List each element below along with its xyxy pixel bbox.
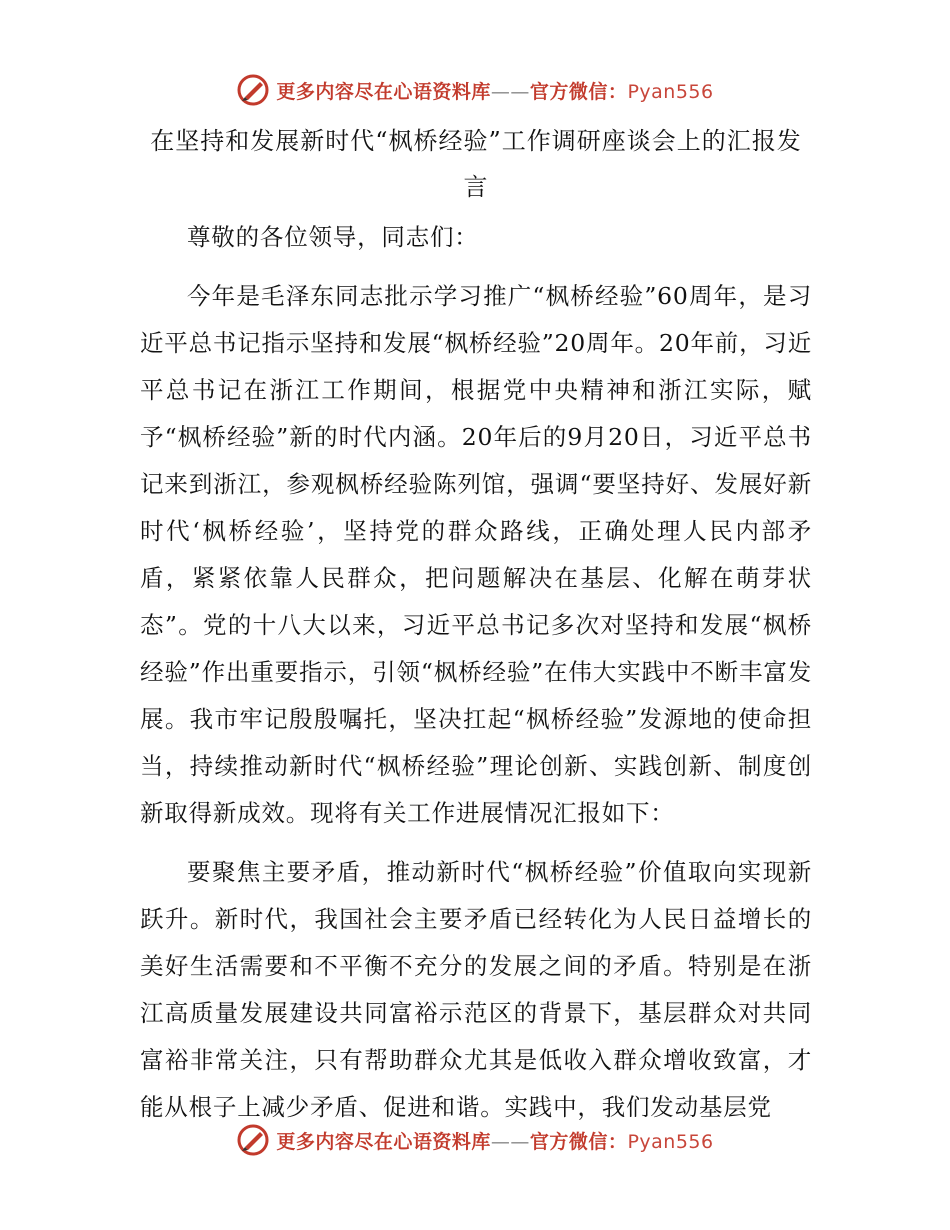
banner-text bbox=[276, 77, 713, 104]
banner-wechat-id: Pyan556 bbox=[627, 80, 714, 103]
banner-slogan: 更多内容尽在心语资料库 bbox=[276, 80, 491, 103]
banner-text bbox=[276, 1127, 713, 1154]
document-title: 在坚持和发展新时代“枫桥经验”工作调研座谈会上的汇报发言 bbox=[150, 127, 802, 201]
footer-banner bbox=[0, 1120, 950, 1160]
header-banner bbox=[0, 70, 950, 110]
salutation: 尊敬的各位领导，同志们： bbox=[187, 223, 479, 251]
brush-pen-logo-icon bbox=[236, 1123, 270, 1157]
banner-slogan: 更多内容尽在心语资料库 bbox=[276, 1130, 491, 1153]
banner-wechat-id: Pyan556 bbox=[627, 1130, 714, 1153]
banner-official-label: 官方微信： bbox=[529, 80, 628, 103]
banner-official-label: 官方微信： bbox=[529, 1130, 628, 1153]
document-body bbox=[140, 118, 812, 1143]
paragraph-main-contradiction: 要聚焦主要矛盾，推动新时代“枫桥经验”价值取向实现新跃升。新时代，我国社会主要矛盾已经转化为人民日益增长的美好生活需要和不平衡不充分的发展之间的矛盾。特别是在浙江高质量发展建设共同富裕示范区的背景下，基层群众对共同富裕非常关注，只有帮助群众尤其是低收入群众增收致富，才能从根子上减少矛盾、促进和谐。实践中，我们发动基层党 bbox=[140, 858, 812, 1121]
banner-dash: —— bbox=[490, 80, 530, 103]
banner-dash: —— bbox=[490, 1130, 530, 1153]
paragraph-intro: 今年是毛泽东同志批示学习推广“枫桥经验”60周年，是习近平总书记指示坚持和发展“枫桥经验”20周年。20年前，习近平总书记在浙江工作期间，根据党中央精神和浙江实际，赋予“枫桥经验”新的时代内涵。20年后的9月20日，习近平总书记来到浙江，参观枫桥经验陈列馆，强调“要坚持好、发展好新时代‘枫桥经验’，坚持党的群众路线，正确处理人民内部矛盾，紧紧依靠人民群众，把问题解决在基层、化解在萌芽状态”。党的十八大以来，习近平总书记多次对坚持和发展“枫桥经验”作出重要指示，引领“枫桥经验”在伟大实践中不断丰富发展。我市牢记殷殷嘱托，坚决扛起“枫桥经验”发源地的使命担当，持续推动新时代“枫桥经验”理论创新、实践创新、制度创新取得新成效。现将有关工作进展情况汇报如下： bbox=[140, 282, 812, 827]
brush-pen-logo-icon bbox=[236, 73, 270, 107]
